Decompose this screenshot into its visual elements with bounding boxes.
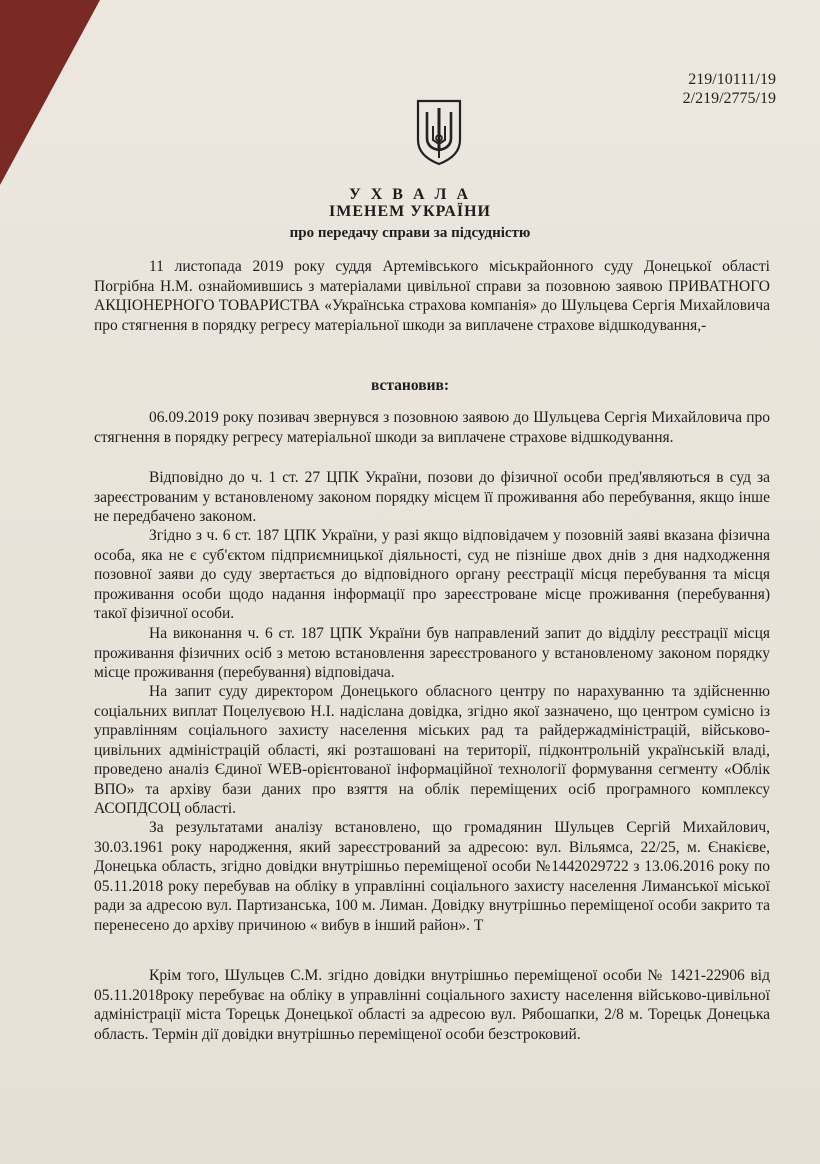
- paragraph-1: [94, 408, 770, 447]
- paragraph-text: Згідно з ч. 6 ст. 187 ЦПК України, у разі якщо відповідачем у позовній заяві вказана фізична особа, яка не є суб'єктом підприємницької діяльності, суд не пізніше двох днів з дня надходження позовної заяви до суду звертається до відповідного органу реєстрації місця перебування та місця проживання особи щодо надання інформації про зареєстроване місце проживання (перебування) такої фізичної особи.: [94, 527, 770, 622]
- paragraph-text: За результатами аналізу встановлено, що громадянин Шульцев Сергій Михайлович, 30.03.1961 року народження, який зареєстрований за адресою: вул. Вільямса, 22/25, м. Єнакієве, Донецька область, згідно довідки внутрішньо переміщеної особи №1442029722 з 13.06.2016 року по 05.11.2018 року перебував на обліку в управлінні соціального захисту населення Лиманської міської ради за адресою вул. Партизанська, 100 м. Лиман. Довідку внутрішньо переміщеної особи закрито та перенесено до архіву причиною « вибув в інший район». Т: [94, 819, 770, 934]
- paragraph-4: [94, 624, 770, 683]
- established-heading: встановив:: [370, 377, 450, 394]
- intro-text: 11 листопада 2019 року суддя Артемівського міськрайонного суду Донецької області Погрібна Н.М. ознайомившись з матеріалами цивільної справи за позовною заявою ПРИВАТНОГО АКЦІОНЕРНОГО ТОВАРИСТВА «Українська страхова компанія» до Шульцева Сергія Михайловича про стягнення в порядку регресу матеріальної шкоди за виплачене страхове відшкодування,-: [94, 258, 770, 334]
- intro-paragraph: [94, 257, 770, 335]
- paragraph-text: На виконання ч. 6 ст. 187 ЦПК України був направлений запит до відділу реєстрації місця проживання фізичних осіб з метою встановлення зареєстрованого у встановленому законом порядку місце проживання (перебування) відповідача.: [94, 625, 770, 681]
- case-numbers: [683, 70, 776, 108]
- paragraph-5: [94, 682, 770, 819]
- paragraph-6: [94, 818, 770, 935]
- case-number-1: 219/10111/19: [688, 71, 776, 88]
- paragraph-7: [94, 966, 770, 1044]
- paragraph-text: На запит суду директором Донецького обласного центру по нарахуванню та здійсненню соціальних виплат Поцелуєвою Н.І. надіслана довідка, згідно якої зазначено, що центром сумісно із управлінням соціального захисту населення міських рад та райдержадміністрацій, військово-цивільних адміністрацій області, які розташовані на території, підконтрольній українській владі, проведено аналіз Єдиної WEB-орієнтованої інформаційної технології формування сегменту «Облік ВПО» та архіву бази даних про взяття на облік переміщених осіб програмного комплексу АСОПДСОЦ області.: [94, 683, 770, 817]
- document-title: У Х В А Л А: [349, 186, 471, 203]
- paragraph-text: Крім того, Шульцев С.М. згідно довідки внутрішньо переміщеної особи № 1421-22906 від 05.11.2018року перебуває на обліку в управлінні соціального захисту населення військово-цивільної адміністрації міста Торецьк Донецької області за адресою вул. Рябошапки, 2/8 м. Торецьк Донецька область. Термін дії довідки внутрішньо переміщеної особи безстроковий.: [94, 967, 770, 1043]
- paragraph-text: Відповідно до ч. 1 ст. 27 ЦПК України, позови до фізичної особи пред'являються в суд за зареєстрованим у встановленому законом порядку місцем її проживання або перебування, якщо інше не передбачено законом.: [94, 469, 770, 525]
- paragraph-2: [94, 468, 770, 527]
- document-subtitle: ІМЕНЕМ УКРАЇНИ: [329, 203, 491, 220]
- document-heading: про передачу справи за підсудністю: [289, 225, 531, 241]
- paragraph-3: [94, 526, 770, 624]
- trident-coat-of-arms-icon: [415, 98, 463, 166]
- paragraph-text: 06.09.2019 року позивач звернувся з позовною заявою до Шульцева Сергія Михайловича про стягнення в порядку регресу матеріальної шкоди за виплачене страхове відшкодування.: [94, 409, 770, 446]
- case-number-2: 2/219/2775/19: [682, 90, 776, 107]
